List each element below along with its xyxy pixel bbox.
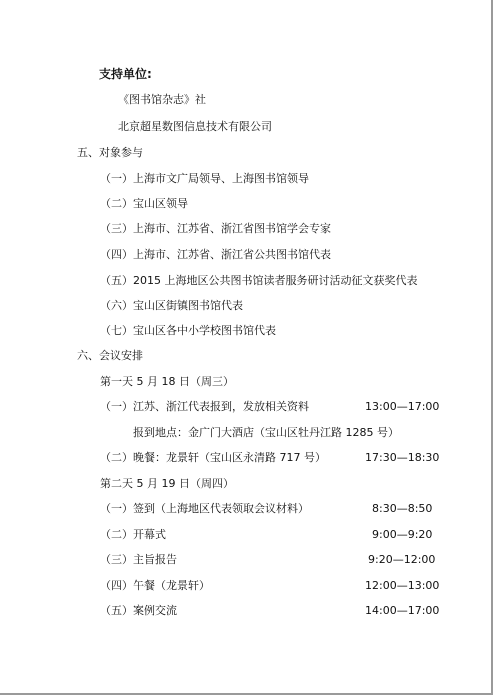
day-title: 第二天 5 月 19 日（周四） bbox=[100, 477, 234, 490]
day-title: 第一天 5 月 18 日（周三） bbox=[100, 375, 234, 388]
schedule-label: （五）案例交流 bbox=[100, 604, 177, 617]
schedule-label: （一）江苏、浙江代表报到，发放相关资料 bbox=[100, 400, 309, 413]
support-item: 北京超星数图信息技术有限公司 bbox=[118, 120, 272, 133]
location-note: 报到地点：金广门大酒店（宝山区牡丹江路 1285 号） bbox=[133, 426, 399, 439]
list-item: （三）上海市、江苏省、浙江省图书馆学会专家 bbox=[100, 222, 331, 235]
schedule-time: 9:20—12:00 bbox=[368, 553, 436, 566]
schedule-label: （三）主旨报告 bbox=[100, 553, 177, 566]
list-item: （一）上海市文广局领导、上海图书馆领导 bbox=[100, 172, 309, 185]
schedule-time: 17:30—18:30 bbox=[365, 451, 440, 464]
list-item: （四）上海市、江苏省、浙江省公共图书馆代表 bbox=[100, 248, 331, 261]
schedule-time: 9:00—9:20 bbox=[372, 528, 433, 541]
list-item: （七）宝山区各中小学校图书馆代表 bbox=[100, 324, 276, 337]
list-item: （五）2015 上海地区公共图书馆读者服务研讨活动征文获奖代表 bbox=[100, 274, 418, 287]
list-item: （二）宝山区领导 bbox=[100, 197, 188, 210]
schedule-time: 12:00—13:00 bbox=[365, 579, 440, 592]
schedule-label: （四）午餐（龙景轩） bbox=[100, 579, 210, 592]
schedule-label: （二）晚餐：龙景轩（宝山区永清路 717 号） bbox=[100, 451, 326, 464]
schedule-time: 13:00—17:00 bbox=[365, 400, 440, 413]
schedule-label: （二）开幕式 bbox=[100, 528, 166, 541]
schedule-time: 8:30—8:50 bbox=[372, 502, 433, 515]
list-item: （六）宝山区街镇图书馆代表 bbox=[100, 299, 243, 312]
section-heading: 六、会议安排 bbox=[77, 349, 143, 362]
schedule-label: （一）签到（上海地区代表领取会议材料） bbox=[100, 502, 309, 515]
section-heading: 五、对象参与 bbox=[77, 146, 143, 159]
schedule-time: 14:00—17:00 bbox=[365, 604, 440, 617]
support-item: 《图书馆杂志》社 bbox=[118, 93, 206, 106]
support-heading: 支持单位: bbox=[99, 67, 152, 81]
